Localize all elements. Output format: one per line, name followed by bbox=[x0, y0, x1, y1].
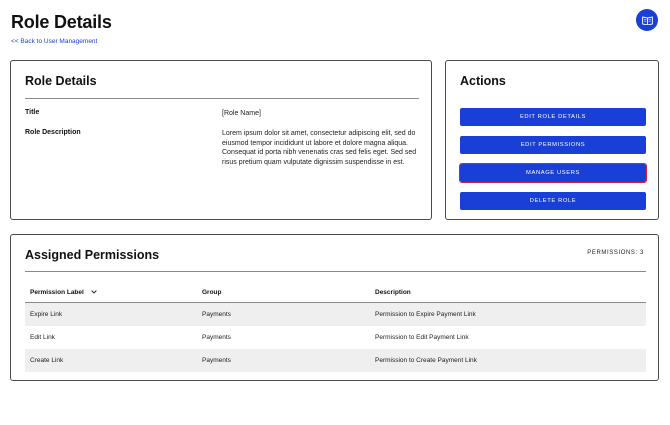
permissions-divider bbox=[25, 271, 646, 272]
cell-group: Payments bbox=[202, 357, 231, 364]
role-details-heading: Role Details bbox=[25, 74, 97, 88]
role-details-divider bbox=[25, 98, 419, 99]
column-header-description: Description bbox=[375, 289, 411, 296]
cell-permission-label: Edit Link bbox=[30, 334, 55, 341]
edit-role-details-button[interactable]: EDIT ROLE DETAILS bbox=[460, 108, 646, 126]
column-header-permission-label[interactable] bbox=[25, 289, 198, 296]
assigned-permissions-card bbox=[10, 234, 659, 381]
column-header-label: Permission Label bbox=[30, 289, 84, 296]
cell-description: Permission to Expire Payment Link bbox=[375, 311, 476, 318]
cell-permission-label: Expire Link bbox=[30, 311, 63, 318]
actions-card bbox=[445, 60, 659, 220]
role-details-card bbox=[10, 60, 432, 220]
table-header bbox=[25, 283, 646, 303]
actions-heading: Actions bbox=[460, 74, 506, 88]
back-to-user-management-link[interactable]: << Back to User Management bbox=[11, 38, 98, 45]
delete-role-button[interactable]: DELETE ROLE bbox=[460, 192, 646, 210]
book-icon bbox=[642, 16, 653, 25]
page-title: Role Details bbox=[11, 12, 112, 32]
chevron-down-icon[interactable] bbox=[91, 290, 97, 294]
cell-description: Permission to Edit Payment Link bbox=[375, 334, 469, 341]
role-description-label: Role Description bbox=[25, 129, 81, 136]
cell-permission-label: Create Link bbox=[30, 357, 64, 364]
table-row bbox=[25, 349, 646, 372]
cell-description: Permission to Create Payment Link bbox=[375, 357, 477, 364]
title-value: [Role Name] bbox=[222, 110, 261, 117]
column-header-group: Group bbox=[202, 289, 222, 296]
edit-permissions-button[interactable]: EDIT PERMISSIONS bbox=[460, 136, 646, 154]
permissions-table bbox=[25, 283, 646, 372]
table-row bbox=[25, 303, 646, 326]
table-row bbox=[25, 326, 646, 349]
cell-group: Payments bbox=[202, 334, 231, 341]
permissions-count: PERMISSIONS: 3 bbox=[587, 250, 644, 256]
help-button[interactable] bbox=[636, 9, 658, 31]
manage-users-button[interactable]: MANAGE USERS bbox=[460, 164, 646, 182]
role-description-value: Lorem ipsum dolor sit amet, consectetur adipiscing elit, sed do eiusmod tempor incididunt ut labore et dolore magna aliqua. Consequat id porta nibh venenatis cras sed felis eget. Sed sed risus pretium quam vulputate dignissim suspendisse in est. bbox=[222, 130, 417, 166]
assigned-permissions-heading: Assigned Permissions bbox=[25, 248, 160, 262]
cell-group: Payments bbox=[202, 311, 231, 318]
title-label: Title bbox=[25, 109, 40, 116]
